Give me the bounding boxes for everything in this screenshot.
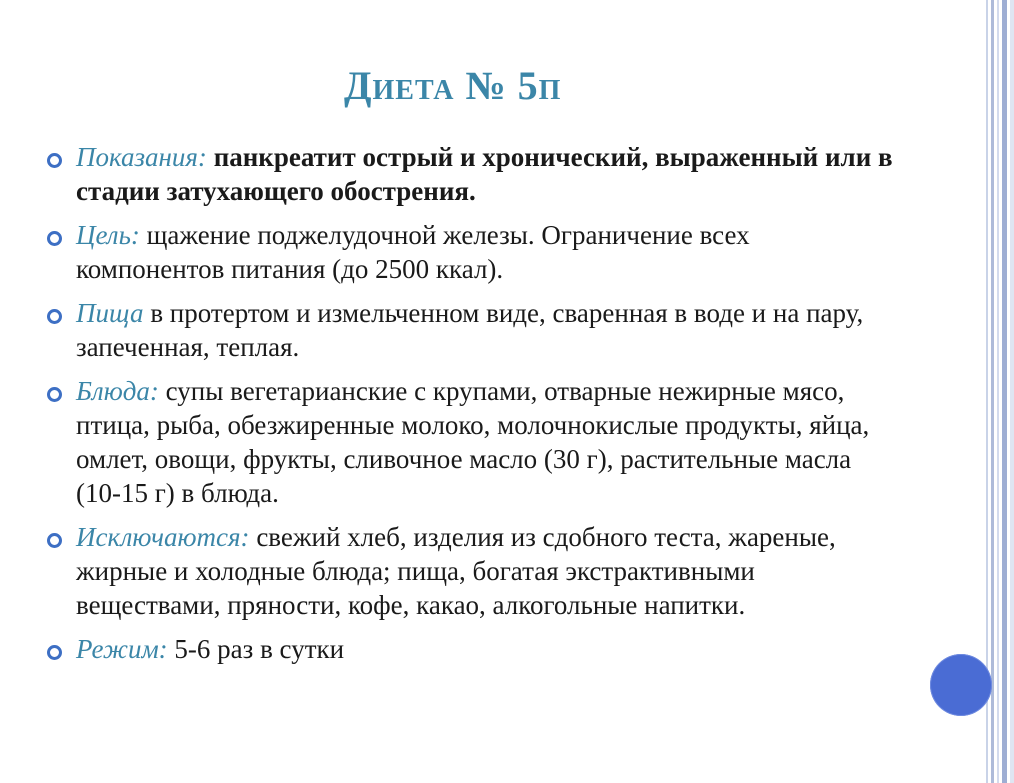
item-text: супы вегетарианские с крупами, отварные нежирные мясо, птица, рыба, обезжиренные молоко, молочнокислые продукты, яйца, омлет, овощи, фрукты, сливочное масло (30 г), растительные масла (10-15 г) в блюда. <box>76 376 870 508</box>
ring-bullet-icon <box>47 645 62 660</box>
bullet-list <box>44 140 894 676</box>
stripe <box>991 0 994 783</box>
item-text: щажение поджелудочной железы. Ограничение всех компонентов питания (до 2500 ккал). <box>76 220 750 284</box>
item-label: Пища <box>76 298 144 328</box>
decorative-stripes <box>986 0 1014 783</box>
item-label: Цель: <box>76 220 140 250</box>
item-label: Режим: <box>76 634 168 664</box>
list-item-dishes <box>44 374 894 510</box>
item-label: Блюда: <box>76 376 159 406</box>
stripe <box>997 0 999 783</box>
ring-bullet-icon <box>47 309 62 324</box>
list-item-regimen <box>44 632 894 666</box>
item-label: Показания: <box>76 142 207 172</box>
item-text: 5-6 раз в сутки <box>167 634 345 664</box>
item-text: панкреатит острый и хронический, выраженный или в стадии затухающего обострения. <box>76 142 893 206</box>
stripe <box>1002 0 1007 783</box>
ring-bullet-icon <box>47 387 62 402</box>
ring-bullet-icon <box>47 231 62 246</box>
circle-decoration-icon <box>930 654 992 716</box>
list-item-goal <box>44 218 894 286</box>
ring-bullet-icon <box>47 533 62 548</box>
list-item-indications <box>44 140 894 208</box>
slide-title: Диета № 5п <box>344 63 562 108</box>
stripe <box>1010 0 1014 783</box>
item-text: свежий хлеб, изделия из сдобного теста, жареные, жирные и холодные блюда; пища, богатая экстрактивными веществами, пряности, кофе, какао, алкогольные напитки. <box>76 522 836 620</box>
list-item-food <box>44 296 894 364</box>
item-label: Исключаются: <box>76 522 250 552</box>
item-text: в протертом и измельченном виде, сваренная в воде и на пару, запеченная, теплая. <box>76 298 864 362</box>
ring-bullet-icon <box>47 153 62 168</box>
stripe <box>986 0 988 783</box>
list-item-excluded <box>44 520 894 622</box>
